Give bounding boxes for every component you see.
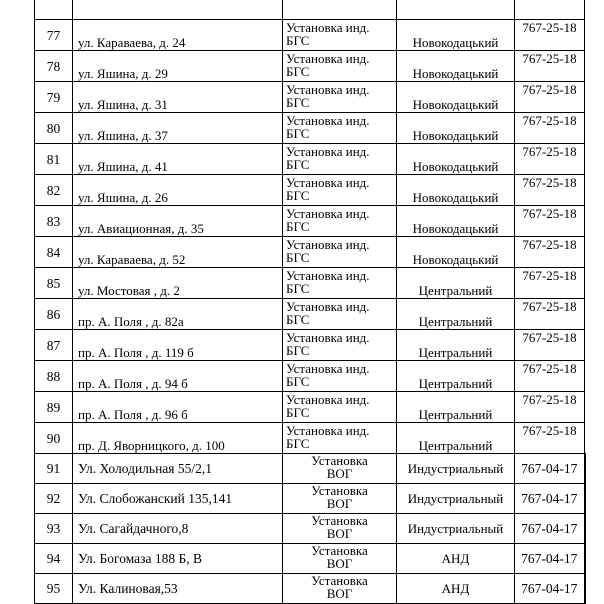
cell-phone: 767-25-18 [522,20,577,35]
cell-address: ул. Яшина, д. 37 [78,128,168,143]
cell-phone: 767-25-18 [522,299,577,314]
cell-district: Новокодацький [412,190,499,205]
cell-type2: БГС [286,374,310,389]
cell-district: АНД [441,551,470,566]
table-body-a [35,0,585,454]
cell-type1: Установка инд. [286,237,370,252]
service-type-cell [283,330,397,361]
row-number [35,20,73,51]
cell-type1: Установка инд. [286,51,370,66]
phone-cell [515,206,585,237]
cell-type1: Установка инд. [286,175,370,190]
service-type-cell [283,574,397,604]
district-cell [397,206,515,237]
address-table [34,0,586,604]
cell-phone: 767-25-18 [522,113,577,128]
cell-type2: ВОГ [326,526,353,541]
cell-num: 90 [46,430,61,446]
cell-type1: Установка инд. [286,82,370,97]
cell-type2: БГС [286,126,310,141]
cell-type2: БГС [286,188,310,203]
cell-phone: 767-04-17 [521,461,578,476]
cell-num: 79 [46,89,61,105]
address-cell [73,82,283,113]
row-number [35,574,73,604]
cell-district: Новокодацький [412,97,499,112]
district-cell [397,574,515,604]
cell-phone: 767-25-18 [522,330,577,345]
cell-address: ул. Караваева, д. 24 [78,35,186,50]
cell-address: ул. Авиационная, д. 35 [78,221,204,236]
row-number [35,361,73,392]
district-cell [397,423,515,454]
district-cell [397,514,515,544]
district-cell [397,299,515,330]
cell-district: Индустриальный [407,461,504,476]
cell-district: Новокодацький [412,128,499,143]
phone-cell [515,51,585,82]
table-row [35,82,585,113]
cell-type2: БГС [286,281,310,296]
cell-num: 95 [46,581,61,596]
phone-cell [515,0,585,20]
cell-address: пр. А. Поля , д. 94 б [78,376,188,391]
cell-phone: 767-25-18 [522,175,577,190]
cell-type2: БГС [286,219,310,234]
service-type-cell [283,113,397,144]
table-body-b [35,454,585,604]
district-cell [397,454,515,484]
cell-type2: БГС [286,436,310,451]
cell-num: 92 [46,491,61,506]
cell-type2: БГС [286,312,310,327]
table-row [35,484,585,514]
service-type-cell [283,454,397,484]
phone-cell [515,82,585,113]
address-cell [73,574,283,604]
address-cell [73,237,283,268]
address-cell [73,361,283,392]
phone-cell [515,175,585,206]
row-number [35,206,73,237]
cell-type2: БГС [286,405,310,420]
table-row [35,423,585,454]
cell-address: ул. Караваева, д. 52 [78,252,186,267]
phone-cell [515,361,585,392]
cell-num: 78 [46,58,61,74]
cell-address: Ул. Калиновая,53 [78,581,178,596]
row-number [35,392,73,423]
service-type-cell [283,544,397,574]
address-cell [73,268,283,299]
cell-type2: БГС [286,157,310,172]
row-number [35,514,73,544]
service-type-cell [283,51,397,82]
cell-address: ул. Мостовая , д. 2 [78,283,180,298]
cell-phone: 767-04-17 [521,551,578,566]
cell-district: Центральний [418,438,493,453]
district-cell [397,361,515,392]
cell-num: 91 [46,461,61,476]
cell-address: пр. Д. Яворницкого, д. 100 [78,438,225,453]
address-cell [73,392,283,423]
table-row [35,237,585,268]
table-row [35,20,585,51]
cell-phone: 767-25-18 [522,206,577,221]
service-type-cell [283,268,397,299]
table-row [35,514,585,544]
cell-district: Новокодацький [412,66,499,81]
cell-phone: 767-25-18 [522,423,577,438]
cell-district: АНД [441,581,470,596]
cell-address: ул. Яшина, д. 41 [78,159,168,174]
cell-phone: 767-25-18 [522,361,577,376]
address-cell [73,144,283,175]
cell-num: 81 [46,151,61,167]
phone-cell [515,574,585,604]
address-cell [73,299,283,330]
district-cell [397,237,515,268]
cell-address: Ул. Сагайдачного,8 [78,521,189,536]
district-cell [397,544,515,574]
table-row [35,51,585,82]
address-cell [73,514,283,544]
table-row [35,544,585,574]
phone-cell [515,423,585,454]
table-row [35,268,585,299]
cell-type1: Установка [311,453,368,468]
cell-num: 88 [46,368,61,384]
phone-cell [515,299,585,330]
cell-num: 84 [46,244,61,260]
cell-num: 77 [46,27,61,43]
cell-type2: ВОГ [326,496,353,511]
cell-phone: 767-25-18 [522,82,577,97]
service-type-cell [283,392,397,423]
service-type-cell [283,361,397,392]
cell-type2: БГС [286,343,310,358]
row-number [35,237,73,268]
address-cell [73,20,283,51]
address-cell [73,330,283,361]
cell-type1: Установка инд. [286,392,370,407]
cell-district: Новокодацький [412,35,499,50]
district-cell [397,330,515,361]
cell-type2: БГС [286,33,310,48]
row-number [35,544,73,574]
cell-type1: Установка инд. [286,113,370,128]
cell-num: 89 [46,399,61,415]
phone-cell [515,268,585,299]
district-cell [397,392,515,423]
cell-district: Центральний [418,345,493,360]
service-type-cell [283,0,397,20]
phone-cell [515,237,585,268]
cell-type1: Установка [311,573,368,588]
row-number [35,299,73,330]
district-cell [397,175,515,206]
table-row [35,361,585,392]
district-cell [397,268,515,299]
table-row [35,175,585,206]
cell-type1: Установка инд. [286,330,370,345]
cell-district: Новокодацький [412,159,499,174]
service-type-cell [283,237,397,268]
district-cell [397,144,515,175]
service-type-cell [283,82,397,113]
cell-type2: БГС [286,250,310,265]
phone-cell [515,20,585,51]
row-number [35,144,73,175]
address-cell [73,113,283,144]
phone-cell [515,544,585,574]
address-cell [73,484,283,514]
cell-address: Ул. Богомаза 188 Б, В [78,551,202,566]
address-cell [73,423,283,454]
cell-num: 80 [46,120,61,136]
district-cell [397,51,515,82]
cell-phone: 767-25-18 [522,392,577,407]
cell-num: 82 [46,182,61,198]
cell-address: пр. А. Поля , д. 96 б [78,407,188,422]
cell-num: 83 [46,213,61,229]
phone-cell [515,330,585,361]
cell-type1: Установка инд. [286,206,370,221]
address-cell [73,0,283,20]
service-type-cell [283,175,397,206]
service-type-cell [283,423,397,454]
address-cell [73,175,283,206]
cell-address: пр. А. Поля , д. 82а [78,314,184,329]
address-cell [73,51,283,82]
table-row [35,574,585,604]
cell-type1: Установка [311,543,368,558]
cell-type2: ВОГ [326,556,353,571]
service-type-cell [283,299,397,330]
cell-type1: Установка инд. [286,20,370,35]
row-number [35,423,73,454]
phone-cell [515,514,585,544]
cell-phone: 767-04-17 [521,521,578,536]
cell-phone: 767-25-18 [522,268,577,283]
cell-address: ул. Яшина, д. 31 [78,97,168,112]
cell-phone: 767-25-18 [522,51,577,66]
row-number [35,51,73,82]
cell-num: 85 [46,275,61,291]
cell-district: Центральний [418,314,493,329]
cell-type1: Установка инд. [286,144,370,159]
address-cell [73,544,283,574]
district-cell [397,0,515,20]
cell-district: Новокодацький [412,221,499,236]
cell-type2: БГС [286,64,310,79]
phone-cell [515,113,585,144]
phone-cell [515,144,585,175]
phone-cell [515,484,585,514]
table-row [35,454,585,484]
cell-num: 93 [46,521,61,536]
cell-num: 94 [46,551,61,566]
table-row [35,299,585,330]
cell-type1: Установка инд. [286,423,370,438]
table-row [35,330,585,361]
cell-num: 86 [46,306,61,322]
cell-type1: Установка инд. [286,268,370,283]
table-row [35,113,585,144]
district-cell [397,20,515,51]
row-number [35,330,73,361]
cell-district: Центральний [418,283,493,298]
cell-phone: 767-04-17 [521,581,578,596]
row-number [35,484,73,514]
cell-type1: Установка [311,483,368,498]
cell-type2: БГС [286,95,310,110]
service-type-cell [283,20,397,51]
cell-district: Центральний [418,407,493,422]
cell-phone: 767-25-18 [522,144,577,159]
service-type-cell [283,206,397,237]
cell-phone: 767-04-17 [521,491,578,506]
cell-district: Новокодацький [412,252,499,267]
service-type-cell [283,144,397,175]
table-row [35,144,585,175]
cell-type2: ВОГ [326,466,353,481]
cell-address: ул. Яшина, д. 29 [78,66,168,81]
cell-district: Центральний [418,376,493,391]
cell-address: ул. Яшина, д. 26 [78,190,168,205]
service-type-cell [283,514,397,544]
cell-type2: ВОГ [326,586,353,601]
address-cell [73,206,283,237]
cell-num: 87 [46,337,61,353]
cell-type1: Установка инд. [286,361,370,376]
row-number [35,175,73,206]
row-number [35,0,73,20]
phone-cell [515,392,585,423]
cell-address: Ул. Слобожанский 135,141 [78,491,233,506]
row-number [35,113,73,144]
row-number [35,268,73,299]
table-row [35,392,585,423]
cell-type1: Установка [311,513,368,528]
row-number [35,82,73,113]
row-number [35,454,73,484]
district-cell [397,113,515,144]
phone-cell [515,454,585,484]
table-row [35,0,585,20]
table-row [35,206,585,237]
district-cell [397,484,515,514]
cell-type1: Установка инд. [286,299,370,314]
cell-district: Индустриальный [407,491,504,506]
cell-address: Ул. Холодильная 55/2,1 [78,461,213,476]
cell-district: Индустриальный [407,521,504,536]
service-type-cell [283,484,397,514]
district-cell [397,82,515,113]
cell-address: пр. А. Поля , д. 119 б [78,345,194,360]
cell-phone: 767-25-18 [522,237,577,252]
address-cell [73,454,283,484]
